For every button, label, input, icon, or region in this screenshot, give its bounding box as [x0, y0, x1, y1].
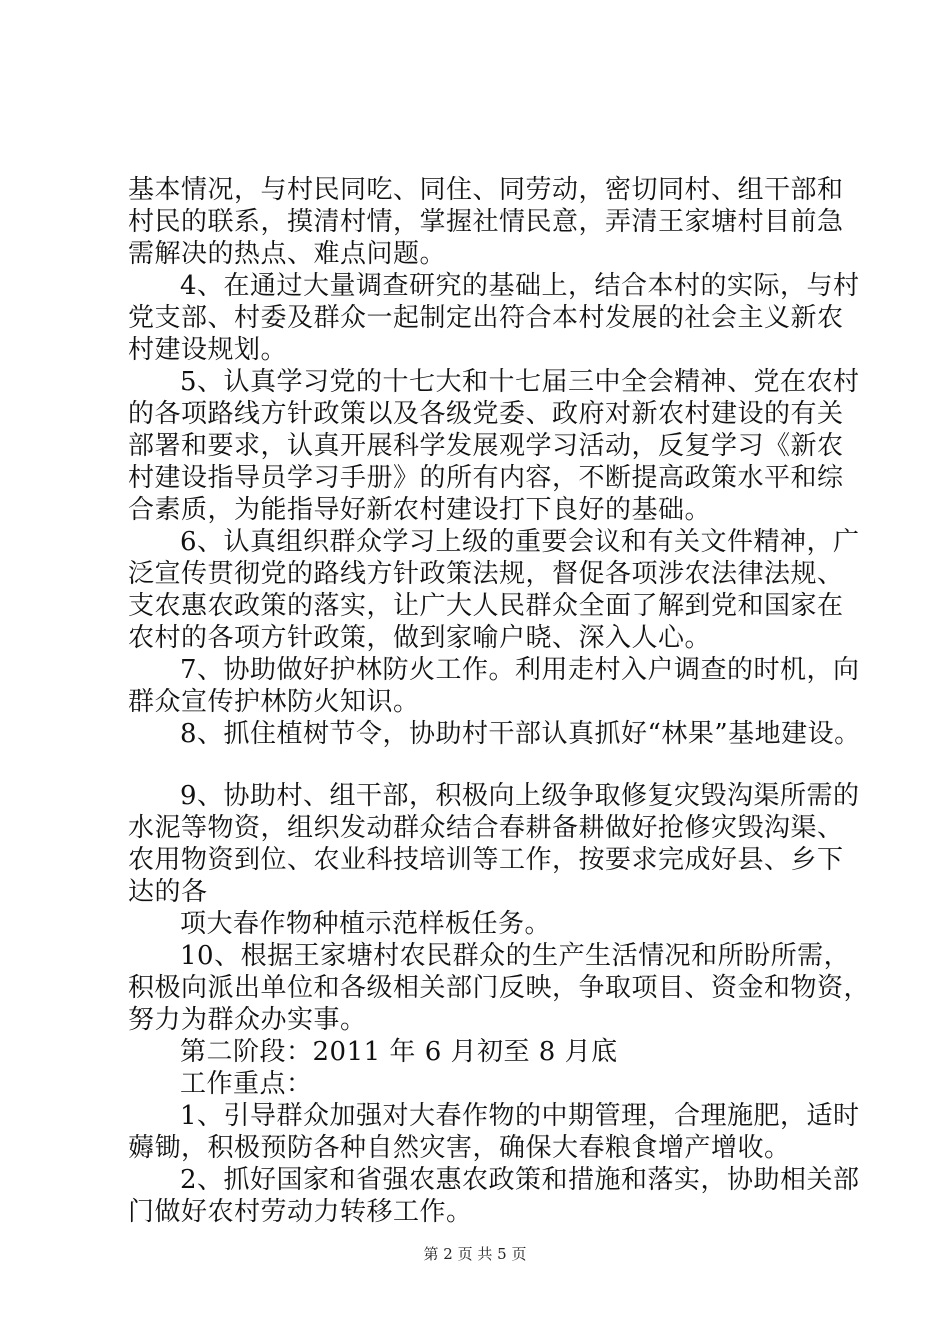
- text-line: 薅锄，积极预防各种自然灾害，确保大春粮食增产增收。: [128, 1133, 791, 1163]
- text-line: 基本情况，与村民同吃、同住、同劳动，密切同村、组干部和: [128, 175, 844, 205]
- subheading: 工作重点：: [180, 1069, 313, 1099]
- text-line: 8、抓住植树节令，协助村干部认真抓好“林果”基地建设。: [180, 719, 861, 749]
- text-line: 村建设指导员学习手册》的所有内容，不断提高政策水平和综: [128, 463, 844, 493]
- text-line: 9、协助村、组干部，积极向上级争取修复灾毁沟渠所需的: [180, 781, 860, 811]
- text-line: 泛宣传贯彻党的路线方针政策法规，督促各项涉农法律法规、: [128, 559, 844, 589]
- text-line: 的各项路线方针政策以及各级党委、政府对新农村建设的有关: [128, 399, 844, 429]
- text-line: 努力为群众办实事。: [128, 1005, 367, 1035]
- text-line: 支农惠农政策的落实，让广大人民群众全面了解到党和国家在: [128, 591, 844, 621]
- text-line: 党支部、村委及群众一起制定出符合本村发展的社会主义新农: [128, 303, 844, 333]
- text-line: 4、在通过大量调查研究的基础上，结合本村的实际，与村: [180, 271, 860, 301]
- text-line: 农用物资到位、农业科技培训等工作，按要求完成好县、乡下: [128, 845, 844, 875]
- text-line: 积极向派出单位和各级相关部门反映，争取项目、资金和物资，: [128, 973, 871, 1003]
- text-line: 项大春作物种植示范样板任务。: [180, 909, 552, 939]
- text-line: 6、认真组织群众学习上级的重要会议和有关文件精神，广: [180, 527, 860, 557]
- text-line: 群众宣传护林防火知识。: [128, 687, 420, 717]
- page-number: 第 2 页 共 5 页: [423, 1245, 527, 1263]
- text-line: 1、引导群众加强对大春作物的中期管理，合理施肥，适时: [180, 1101, 860, 1131]
- text-line: 门做好农村劳动力转移工作。: [128, 1197, 473, 1227]
- text-line: 村民的联系，摸清村情，掌握社情民意，弄清王家塘村目前急: [128, 207, 844, 237]
- text-line: 农村的各项方针政策，做到家喻户晓、深入人心。: [128, 623, 712, 653]
- text-line: 村建设规划。: [128, 335, 288, 365]
- text-line: 7、协助做好护林防火工作。利用走村入户调查的时机，向: [180, 655, 860, 685]
- text-line: 需解决的热点、难点问题。: [128, 239, 447, 269]
- text-line: 达的各: [128, 877, 208, 907]
- text-line: 合素质，为能指导好新农村建设打下良好的基础。: [128, 495, 712, 525]
- text-line: 2、抓好国家和省强农惠农政策和措施和落实，协助相关部: [180, 1165, 860, 1195]
- text-line: 10、根据王家塘村农民群众的生产生活情况和所盼所需，: [180, 941, 851, 971]
- text-line: 部署和要求，认真开展科学发展观学习活动，反复学习《新农: [128, 431, 844, 461]
- text-line: 水泥等物资，组织发动群众结合春耕备耕做好抢修灾毁沟渠、: [128, 813, 844, 843]
- section-heading: 第二阶段：2011 年 6 月初至 8 月底: [180, 1037, 618, 1067]
- text-line: 5、认真学习党的十七大和十七届三中全会精神、党在农村: [180, 367, 860, 397]
